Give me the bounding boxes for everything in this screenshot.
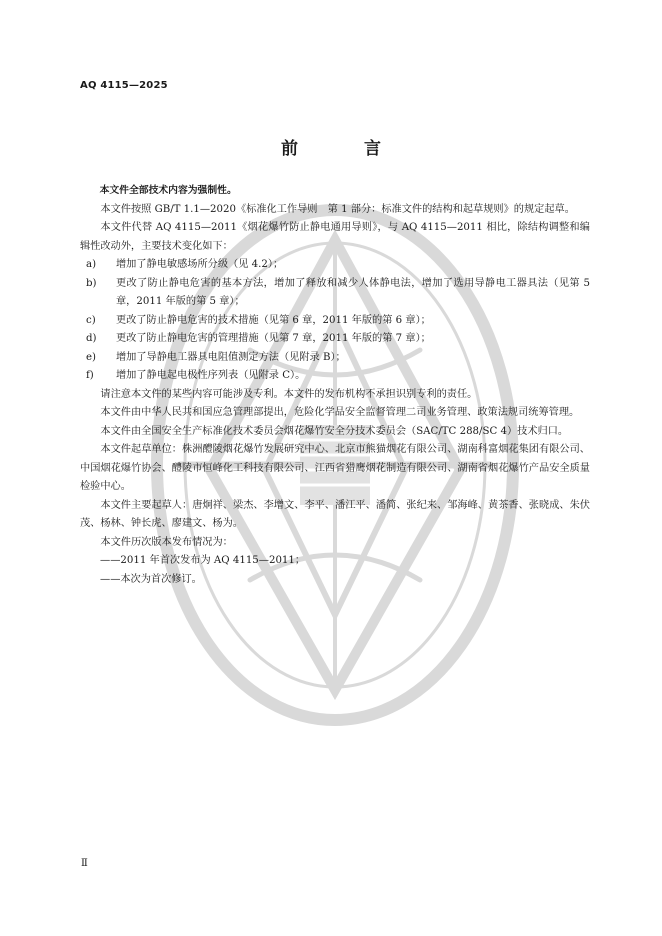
list-text: 增加了导静电工器具电阻值测定方法（见附录 B）； — [116, 351, 346, 363]
paragraph-mandatory: 本文件全部技术内容为强制性。 — [99, 185, 237, 196]
list-item — [80, 275, 590, 312]
paragraph-drafting-rules: 本文件按照 GB/T 1.1—2020《标准化工作导则 第 1 部分：标准文件的结构和起草规则》的规定起草。 — [100, 203, 575, 215]
paragraph-history-intro: 本文件历次版本发布情况为： — [100, 536, 233, 548]
paragraph-drafting-units: 本文件起草单位：株洲醴陵烟花爆竹发展研究中心、北京市熊猫烟花有限公司、湖南科富烟花集团有限公司、中国烟花爆竹协会、醴陵市恒峰化工科技有限公司、江西省猎鹰烟花制造有限公司、湖南省烟花爆竹产品安全质量检验中心。 — [80, 444, 590, 492]
list-marker: b) — [86, 277, 97, 289]
list-item — [80, 330, 590, 349]
list-text: 增加了静电敏感场所分级（见 4.2）； — [116, 259, 284, 270]
paragraph-patent-notice: 请注意本文件的某些内容可能涉及专利。本文件的发布机构不承担识别专利的责任。 — [100, 388, 478, 400]
list-marker: d) — [86, 333, 97, 344]
list-text: 更改了防止静电危害的管理措施（见第 7 章，2011 年版的第 7 章）； — [116, 333, 431, 344]
list-marker: f) — [86, 370, 94, 381]
paragraph-technical-committee: 本文件由全国安全生产标准化技术委员会烟花爆竹安全分技术委员会（SAC/TC 288/SC 4）技术归口。 — [100, 425, 569, 437]
list-marker: c) — [86, 314, 96, 326]
list-marker: e) — [86, 351, 97, 363]
list-item — [80, 349, 590, 368]
paragraph-replaces: 本文件代替 AQ 4115—2011《烟花爆竹防止静电通用导则》，与 AQ 4115—2011 相比，除结构调整和编辑性改动外，主要技术变化如下： — [80, 222, 590, 252]
paragraph-drafters: 本文件主要起草人：唐炯祥、梁杰、李增文、李平、潘江平、潘简、张纪来、邹海峰、黄茶香、张晓成、朱伏茂、杨林、钟长虎、廖建文、杨为。 — [80, 499, 590, 529]
list-item — [80, 256, 590, 275]
list-text: 更改了防止静电危害的技术措施（见第 6 章，2011 年版的第 6 章）； — [116, 314, 431, 326]
page-title: 前 言 — [281, 139, 411, 159]
foreword-body — [80, 182, 590, 589]
paragraph-proposed-by: 本文件由中华人民共和国应急管理部提出，危险化学品安全监督管理二司业务管理、政策法规司统筹管理。 — [100, 407, 580, 418]
list-marker: a) — [86, 259, 97, 270]
history-item: ——本次为首次修订。 — [100, 573, 202, 585]
list-text: 更改了防止静电危害的基本方法，增加了释放和减少人体静电法，增加了选用导静电工器具法（见第 5 章，2011 年版的第 5 章）； — [116, 277, 590, 307]
standard-code: AQ 4115—2025 — [80, 80, 168, 91]
history-item: ——2011 年首次发布为 AQ 4115—2011； — [100, 555, 306, 566]
page-number: Ⅱ — [81, 858, 88, 869]
list-item — [80, 367, 590, 386]
list-item — [80, 312, 590, 331]
list-text: 增加了静电起电极性序列表（见附录 C）。 — [116, 370, 306, 381]
